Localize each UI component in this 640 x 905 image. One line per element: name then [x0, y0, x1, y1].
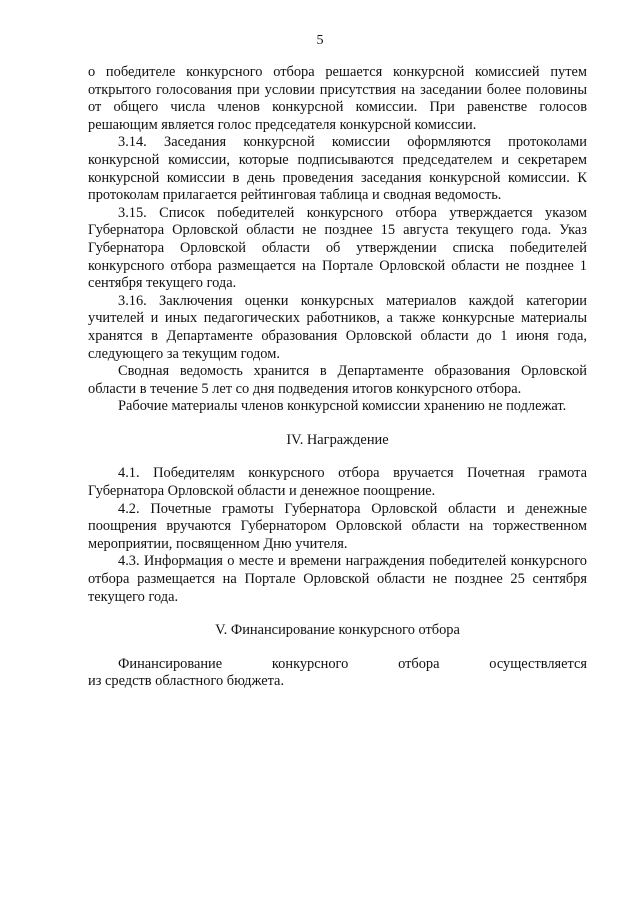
- paragraph-3-16: 3.16. Заключения оценки конкурсных материалов каждой категории учителей и иных педагогических работников, а также конкурсные материалы хранятся в Департаменте образования Орловской области до 1 июня года, следующего за текущим годом.: [88, 292, 587, 362]
- financing-line-1: [88, 656, 587, 674]
- paragraph-4-2: 4.2. Почетные грамоты Губернатора Орловской области и денежные поощрения вручаются Губернатором Орловской области на торжественном мероприятии, посвященном Дню учителя.: [88, 500, 587, 552]
- paragraph-rabochie-materialy: Рабочие материалы членов конкурсной комиссии хранению не подлежат.: [118, 398, 567, 415]
- financing-word: осуществляется: [489, 655, 587, 672]
- paragraph-continuation: о победителе конкурсного отбора решается конкурсной комиссией путем открытого голосования при условии присутствия на заседании более половины от общего числа членов конкурсной комиссии. При равенстве голосов решающим является голос председателя конкурсной комиссии.: [88, 64, 587, 133]
- financing-line-2: из средств областного бюджета.: [88, 673, 285, 690]
- financing-word: конкурсного: [271, 655, 349, 672]
- section-heading-iv: IV. Награждение: [286, 431, 389, 448]
- financing-word: отбора: [398, 655, 440, 672]
- paragraph-svodnaya-vedomost: Сводная ведомость хранится в Департаменте образования Орловской области в течение 5 лет со дня подведения итогов конкурсного отбора.: [88, 363, 587, 397]
- page-number: 5: [316, 33, 324, 48]
- paragraph-4-1: 4.1. Победителям конкурсного отбора вручается Почетная грамота Губернатора Орловской области и денежное поощрение.: [88, 465, 587, 500]
- paragraph-3-14: 3.14. Заседания конкурсной комиссии оформляются протоколами конкурсной комиссии, которые подписываются председателем и секретарем конкурсной комиссии в день проведения заседания конкурсной комиссии. К протоколам прилагается рейтинговая таблица и сводная ведомость.: [88, 134, 587, 204]
- document-body: [88, 64, 587, 691]
- paragraph-4-3: 4.3. Информация о месте и времени награждения победителей конкурсного отбора размещается на Портале Орловской области не позднее 25 сентября текущего года.: [88, 553, 587, 605]
- paragraph-3-15: 3.15. Список победителей конкурсного отбора утверждается указом Губернатора Орловской области не позднее 15 августа текущего года. Указ Губернатора Орловской области об утверждении списка победителей конкурсного отбора размещается на Портале Орловской области не позднее 1 сентября текущего года.: [88, 204, 587, 292]
- section-heading-v: V. Финансирование конкурсного отбора: [215, 622, 460, 639]
- financing-word: Финансирование: [118, 655, 223, 672]
